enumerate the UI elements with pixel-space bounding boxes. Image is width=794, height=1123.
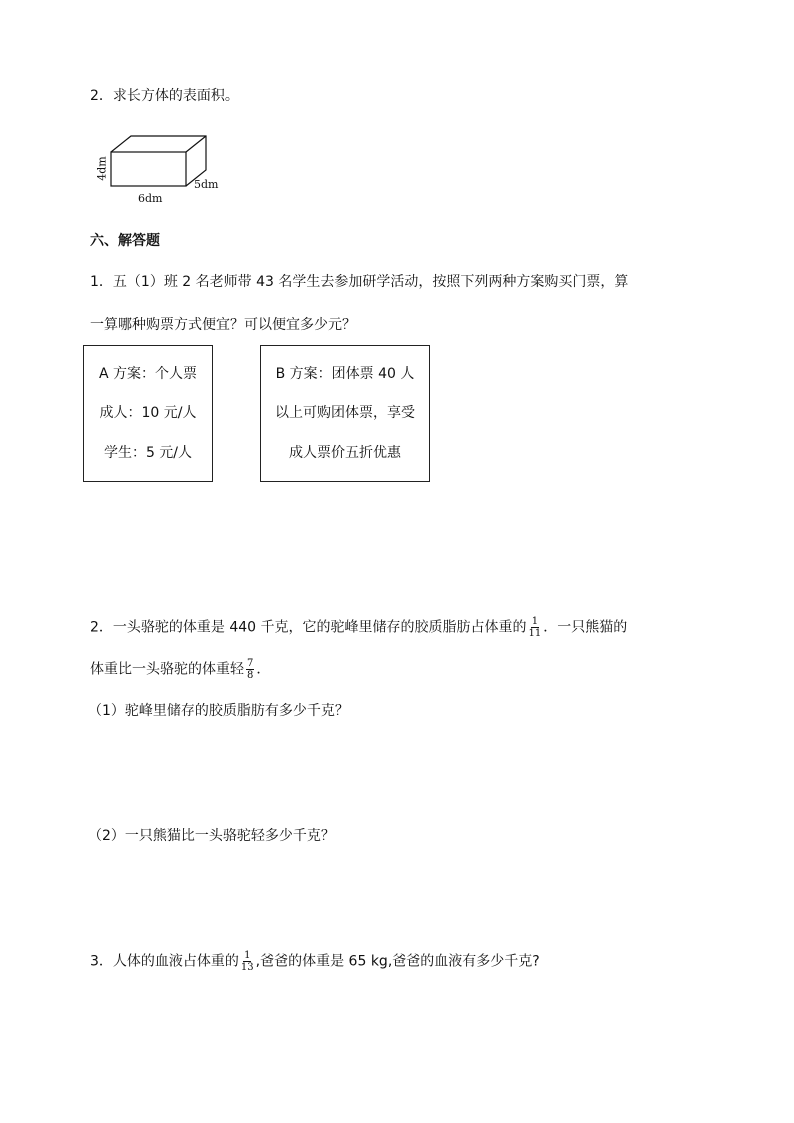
- q1-line-1: 1．五（1）班 2 名老师带 43 名学生去参加研学活动，按照下列两种方案购买门票，算: [90, 274, 629, 290]
- question-surface-area: 2．求长方体的表面积。: [90, 88, 239, 104]
- fraction-numerator: 1: [244, 950, 251, 961]
- q2-text: ．: [256, 661, 271, 678]
- fraction-one-thirteenth: [241, 950, 254, 973]
- length-label: 6dm: [138, 192, 163, 205]
- fraction-denominator: 8: [247, 670, 254, 681]
- q2-sub-2: （2）一只熊猫比一头骆驼轻多少千克？: [88, 828, 335, 844]
- q2-text: 2．一头骆驼的体重是 440 千克，它的驼峰里储存的胶质脂肪占体重的: [90, 619, 527, 636]
- width-label: 5dm: [194, 178, 219, 191]
- height-label: 4dm: [95, 156, 109, 181]
- fraction-denominator: 13: [240, 962, 254, 973]
- q2-text: 体重比一头骆驼的体重轻: [90, 661, 244, 678]
- q2-line-1: [90, 616, 627, 639]
- cuboid-figure: [96, 128, 226, 208]
- plan-a-line: 成人：10 元/人: [99, 405, 197, 422]
- plan-b-line: 以上可购团体票，享受: [275, 405, 415, 422]
- q2-sub-1: （1）驼峰里储存的胶质脂肪有多少千克？: [88, 703, 349, 719]
- fraction-one-eleventh: [529, 616, 542, 639]
- q2-line-2: [90, 658, 270, 681]
- section-heading: 六、解答题: [90, 233, 160, 249]
- q1-line-2: 一算哪种购票方式便宜？可以便宜多少元？: [90, 317, 356, 333]
- plan-a-line: 学生：5 元/人: [103, 445, 193, 462]
- fraction-numerator: 7: [247, 658, 254, 669]
- q3-line: [90, 950, 540, 973]
- plan-a-box: [83, 345, 213, 482]
- plan-b-line: 成人票价五折优惠: [289, 445, 401, 462]
- fraction-numerator: 1: [531, 616, 539, 627]
- fraction-seven-eighths: [246, 658, 254, 681]
- q2-text: ．一只熊猫的: [543, 619, 628, 636]
- plan-b-box: [260, 345, 430, 482]
- q3-text: 3．人体的血液占体重的: [90, 953, 239, 970]
- fraction-denominator: 11: [528, 628, 542, 639]
- q3-text: ,爸爸的体重是 65 kg,爸爸的血液有多少千克?: [255, 953, 540, 970]
- plan-b-line: B 方案：团体票 40 人: [275, 365, 415, 382]
- plan-a-line: A 方案：个人票: [98, 365, 198, 382]
